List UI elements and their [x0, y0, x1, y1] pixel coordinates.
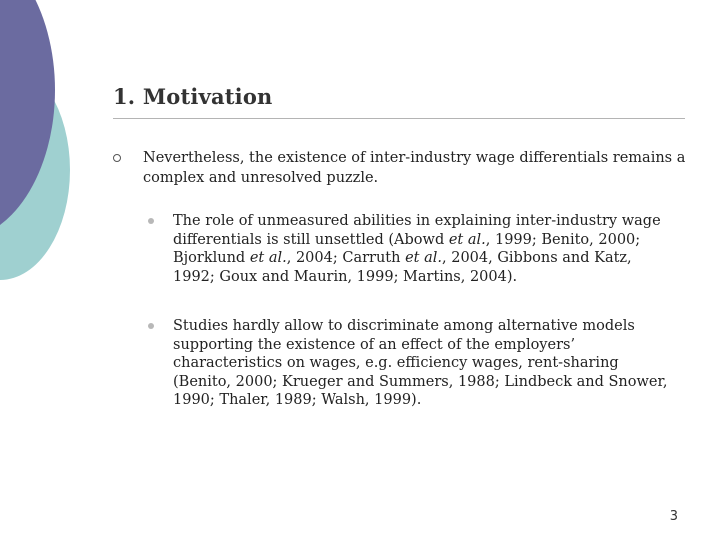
slide-title: 1. Motivation: [113, 84, 273, 109]
dot-bullet-icon: [148, 323, 154, 329]
main-bullet: [113, 148, 693, 188]
sub-bullet-abilities: [148, 212, 673, 286]
main-bullet-text: Nevertheless, the existence of inter-industry wage differentials remains a complex and unresolved puzzle.: [143, 150, 686, 186]
title-divider: [113, 118, 685, 119]
dot-bullet-icon: [148, 218, 154, 224]
hollow-circle-bullet-icon: [113, 154, 121, 162]
sub-bullet-text: Studies hardly allow to discriminate among alternative models supporting the existence of an effect of the employers’ characteristics on wages, e.g. efficiency wages, rent-sharing (Benito, 2000; Krueger and Summers, 1988; Lindbeck and Snower, 1990; Thaler, 1989; Walsh, 1999).: [173, 318, 668, 408]
sub-bullet-text: The role of unmeasured abilities in explaining inter-industry wage differentials is still unsettled (Abowd et al., 1999; Benito, 2000; Bjorklund et al., 2004; Carruth et al., 2004, Gibbons and Katz, 1992; Goux and Maurin, 1999; Martins, 2004).: [173, 213, 661, 285]
page-number: 3: [669, 509, 678, 524]
sub-bullet-models: [148, 317, 673, 410]
